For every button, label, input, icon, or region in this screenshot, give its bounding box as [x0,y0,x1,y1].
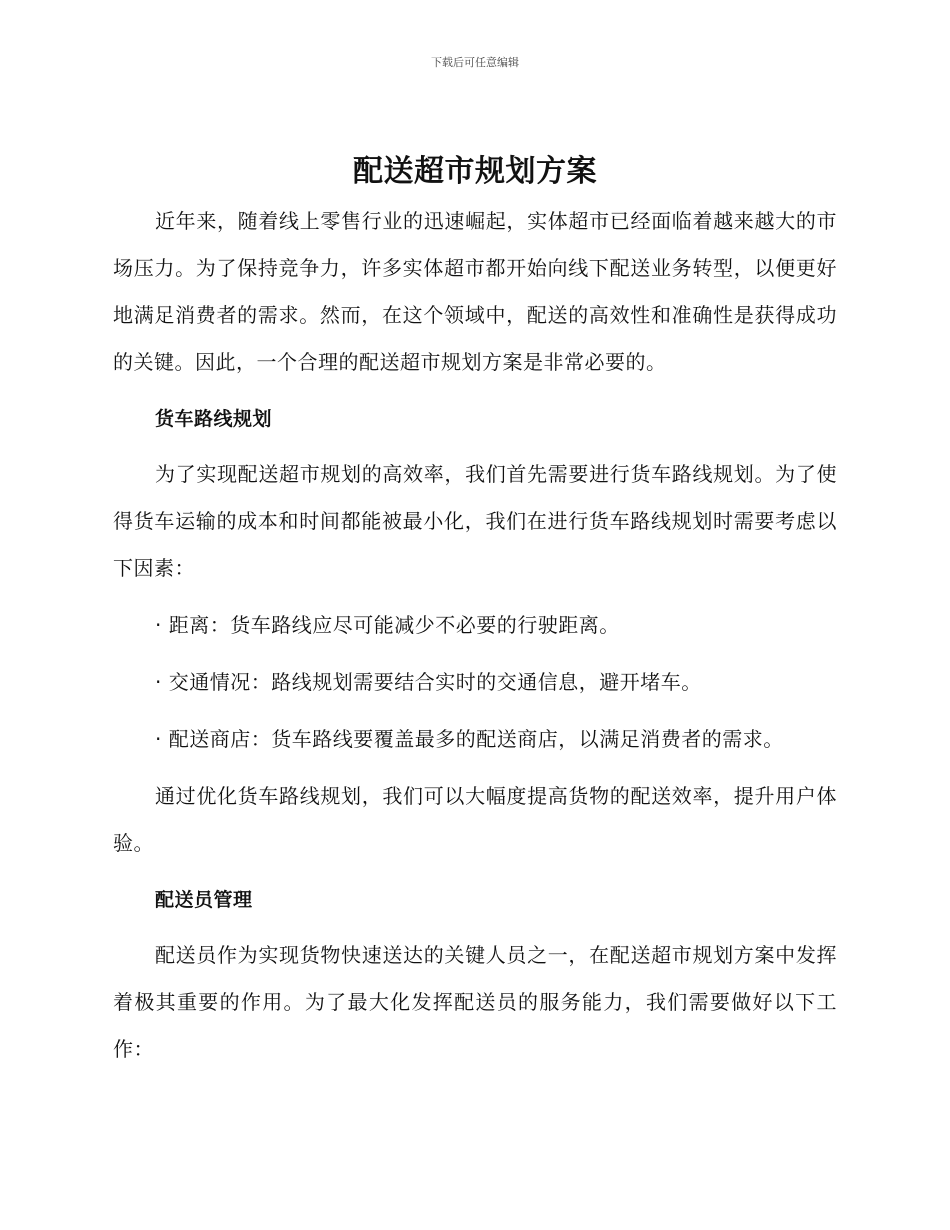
document-title: 配送超市规划方案 [353,154,597,189]
document-body [113,150,837,1083]
section-heading-truck-routes: 货车路线规划 [155,408,273,430]
couriers-paragraph: 配送员作为实现货物快速送达的关键人员之一，在配送超市规划方案中发挥着极其重要的作用。为了最大化发挥配送员的服务能力，我们需要做好以下工作： [113,943,837,1061]
truck-routes-paragraph: 为了实现配送超市规划的高效率，我们首先需要进行货车路线规划。为了使得货车运输的成本和时间都能被最小化，我们在进行货车路线规划时需要考虑以下因素： [113,462,837,580]
header-note: 下载后可任意编辑 [431,56,519,69]
bullet-distance: · 距离：货车路线应尽可能减少不必要的行驶距离。 [155,613,620,637]
truck-routes-conclusion: 通过优化货车路线规划，我们可以大幅度提高货物的配送效率，提升用户体验。 [113,784,837,855]
bullet-traffic: · 交通情况：路线规划需要结合实时的交通信息，避开堵车。 [155,670,702,694]
section-heading-couriers: 配送员管理 [155,889,253,911]
intro-paragraph: 近年来，随着线上零售行业的迅速崛起，实体超市已经面临着越来越大的市场压力。为了保持竞争力，许多实体超市都开始向线下配送业务转型，以便更好地满足消费者的需求。然而，在这个领域中，配送的高效性和准确性是获得成功的关键。因此，一个合理的配送超市规划方案是非常必要的。 [113,209,837,374]
bullet-stores: · 配送商店：货车路线要覆盖最多的配送商店，以满足消费者的需求。 [155,727,784,751]
